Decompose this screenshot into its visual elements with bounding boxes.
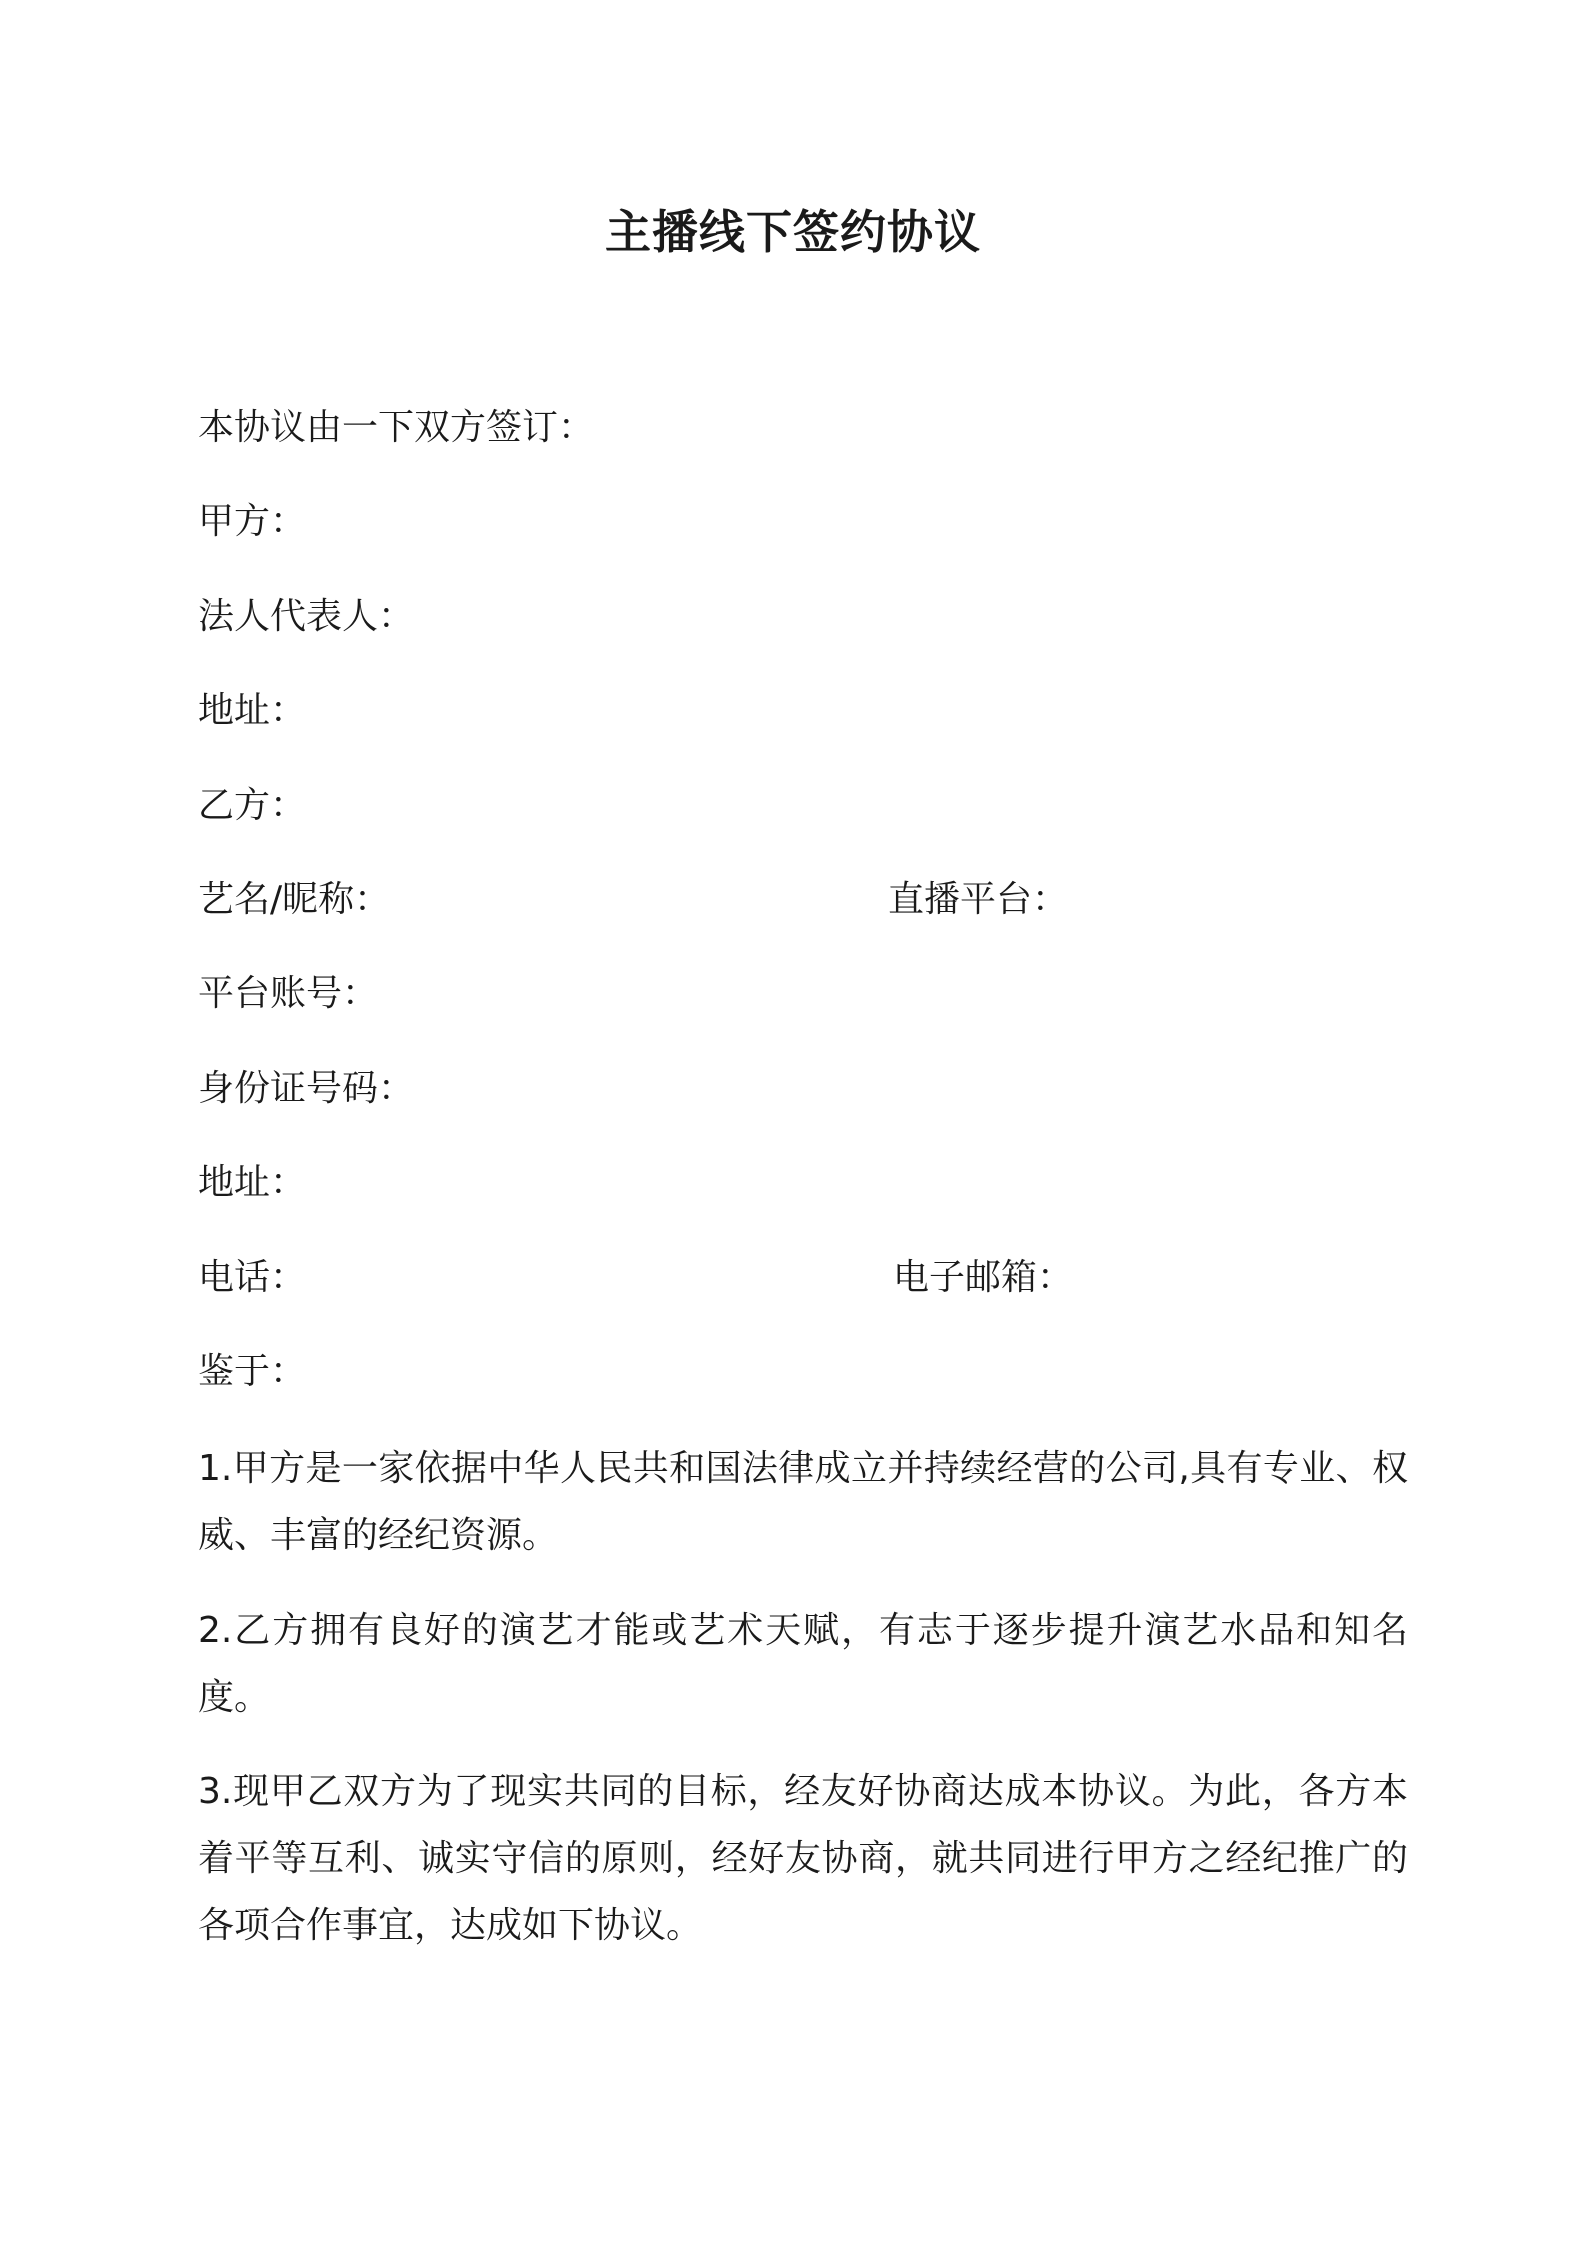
clause-3: 3.现甲乙双方为了现实共同的目标，经友好协商达成本协议。为此，各方本着平等互利、诚实守信的原则，经好友协商，就共同进行甲方之经纪推广的各项合作事宜，达成如下协议。 <box>198 1771 1408 1946</box>
intro-text: 本协议由一下双方签订： <box>198 407 595 448</box>
party-b-phone-label: 电话： <box>198 1257 307 1298</box>
clause-1: 1.甲方是一家依据中华人民共和国法律成立并持续经营的公司,具有专业、权威、丰富的经纪资源。 <box>198 1448 1408 1556</box>
party-b-address-label: 地址： <box>198 1162 307 1203</box>
party-b-id-label: 身份证号码： <box>198 1068 415 1109</box>
party-a-address-label: 地址： <box>198 690 307 731</box>
party-b-platform-label: 直播平台： <box>888 879 1069 920</box>
party-b-label: 乙方： <box>198 785 307 826</box>
party-b-nickname-label: 艺名/昵称： <box>198 879 391 920</box>
party-a-rep-label: 法人代表人： <box>198 596 415 637</box>
party-a-label: 甲方： <box>198 501 307 542</box>
party-b-email-label: 电子邮箱： <box>893 1257 1074 1298</box>
clause-2: 2.乙方拥有良好的演艺才能或艺术天赋，有志于逐步提升演艺水品和知名度。 <box>198 1610 1408 1718</box>
party-b-account-label: 平台账号： <box>198 973 379 1014</box>
whereas-label: 鉴于： <box>198 1351 307 1392</box>
document-title: 主播线下签约协议 <box>605 205 981 259</box>
